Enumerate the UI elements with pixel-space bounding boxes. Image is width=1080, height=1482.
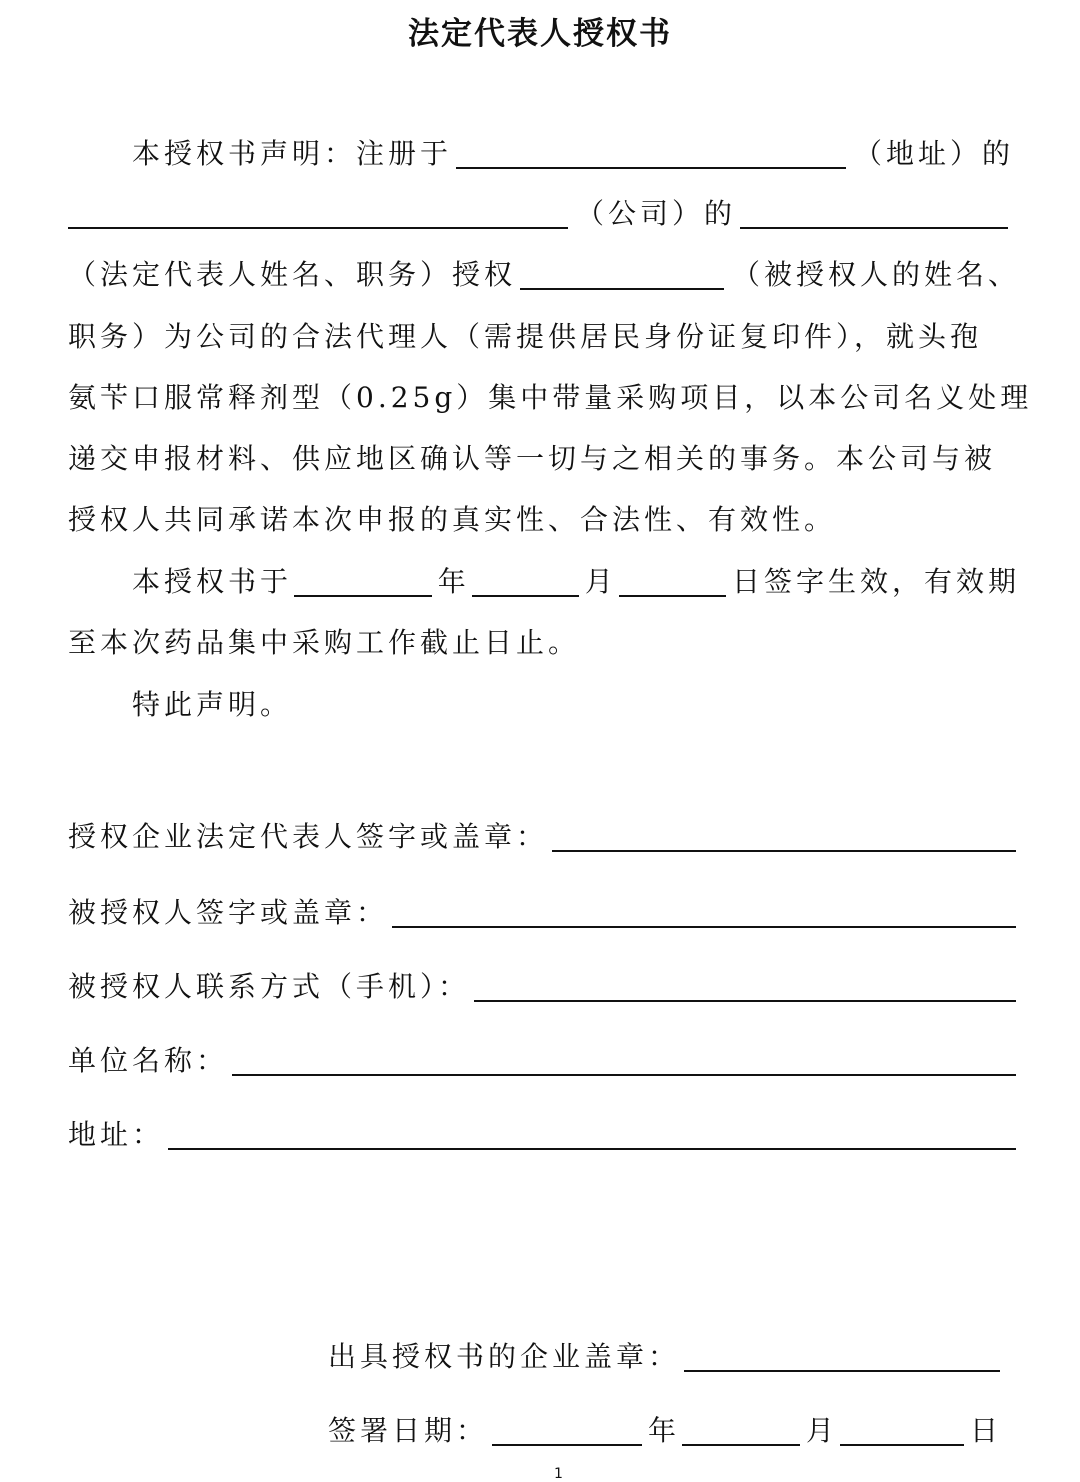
company-seal-row xyxy=(328,1336,1000,1378)
effective-date-text: 本授权书于 xyxy=(132,565,293,598)
unit-name-row xyxy=(68,1040,1016,1082)
address-label: 地址： xyxy=(68,1118,165,1151)
address-blank[interactable] xyxy=(456,141,846,169)
address-label-text: （地址）的 xyxy=(854,137,1015,170)
authorized-signature-blank[interactable] xyxy=(392,900,1016,928)
signing-year-label: 年 xyxy=(648,1414,681,1447)
address-field-blank[interactable] xyxy=(168,1122,1016,1150)
signing-date-row xyxy=(328,1410,1010,1452)
body-line-3 xyxy=(68,254,1020,296)
authorized-signature-row xyxy=(68,892,1016,934)
address-row xyxy=(68,1114,1016,1156)
company-name-blank[interactable] xyxy=(68,201,568,229)
signing-month-blank[interactable] xyxy=(682,1418,800,1446)
signing-date-label: 签署日期： xyxy=(328,1414,489,1447)
effective-day-blank[interactable] xyxy=(619,569,726,597)
signing-day-blank[interactable] xyxy=(840,1418,964,1446)
legal-rep-label-text: （法定代表人姓名、职务）授权 xyxy=(68,258,517,291)
effective-month-blank[interactable] xyxy=(472,569,579,597)
signing-month-label: 月 xyxy=(806,1414,839,1447)
body-line-4: 职务）为公司的合法代理人（需提供居民身份证复印件），就头孢 xyxy=(68,320,983,353)
effective-until-text: 日签字生效，有效期 xyxy=(731,565,1020,598)
year-label: 年 xyxy=(437,565,470,598)
body-line-8 xyxy=(132,561,1020,603)
contact-row xyxy=(68,966,1016,1008)
legal-rep-signature-row xyxy=(68,816,1016,858)
company-seal-label: 出具授权书的企业盖章： xyxy=(328,1340,681,1373)
document-title: 法定代表人授权书 xyxy=(408,16,672,52)
legal-rep-blank[interactable] xyxy=(740,201,1008,229)
page-number: 1 xyxy=(554,1466,563,1482)
body-line-1 xyxy=(132,133,1020,175)
legal-rep-signature-blank[interactable] xyxy=(552,824,1016,852)
body-line-5: 氨苄口服常释剂型（0.25g）集中带量采购项目，以本公司名义处理 xyxy=(68,381,1033,414)
body-line-9: 至本次药品集中采购工作截止日止。 xyxy=(68,626,581,659)
signing-year-blank[interactable] xyxy=(492,1418,642,1446)
unit-name-blank[interactable] xyxy=(232,1048,1016,1076)
body-line-6: 递交申报材料、供应地区确认等一切与之相关的事务。本公司与被 xyxy=(68,442,997,475)
effective-year-blank[interactable] xyxy=(294,569,432,597)
statement-registered-at-text: 本授权书声明：注册于 xyxy=(132,137,453,170)
authorized-signature-label: 被授权人签字或盖章： xyxy=(68,896,389,929)
contact-label: 被授权人联系方式（手机）： xyxy=(68,970,471,1003)
unit-name-label: 单位名称： xyxy=(68,1044,229,1077)
month-label: 月 xyxy=(584,565,617,598)
authorized-person-label-text: （被授权人的姓名、 xyxy=(731,258,1020,291)
company-seal-blank[interactable] xyxy=(684,1344,1000,1372)
contact-blank[interactable] xyxy=(474,974,1016,1002)
company-label-text: （公司）的 xyxy=(576,197,737,230)
signing-day-label: 日 xyxy=(970,1414,1003,1447)
closing-statement: 特此声明。 xyxy=(132,688,293,721)
authorized-person-blank[interactable] xyxy=(520,262,724,290)
body-line-2 xyxy=(68,193,1020,235)
body-line-7: 授权人共同承诺本次申报的真实性、合法性、有效性。 xyxy=(68,503,837,536)
legal-rep-signature-label: 授权企业法定代表人签字或盖章： xyxy=(68,820,549,853)
